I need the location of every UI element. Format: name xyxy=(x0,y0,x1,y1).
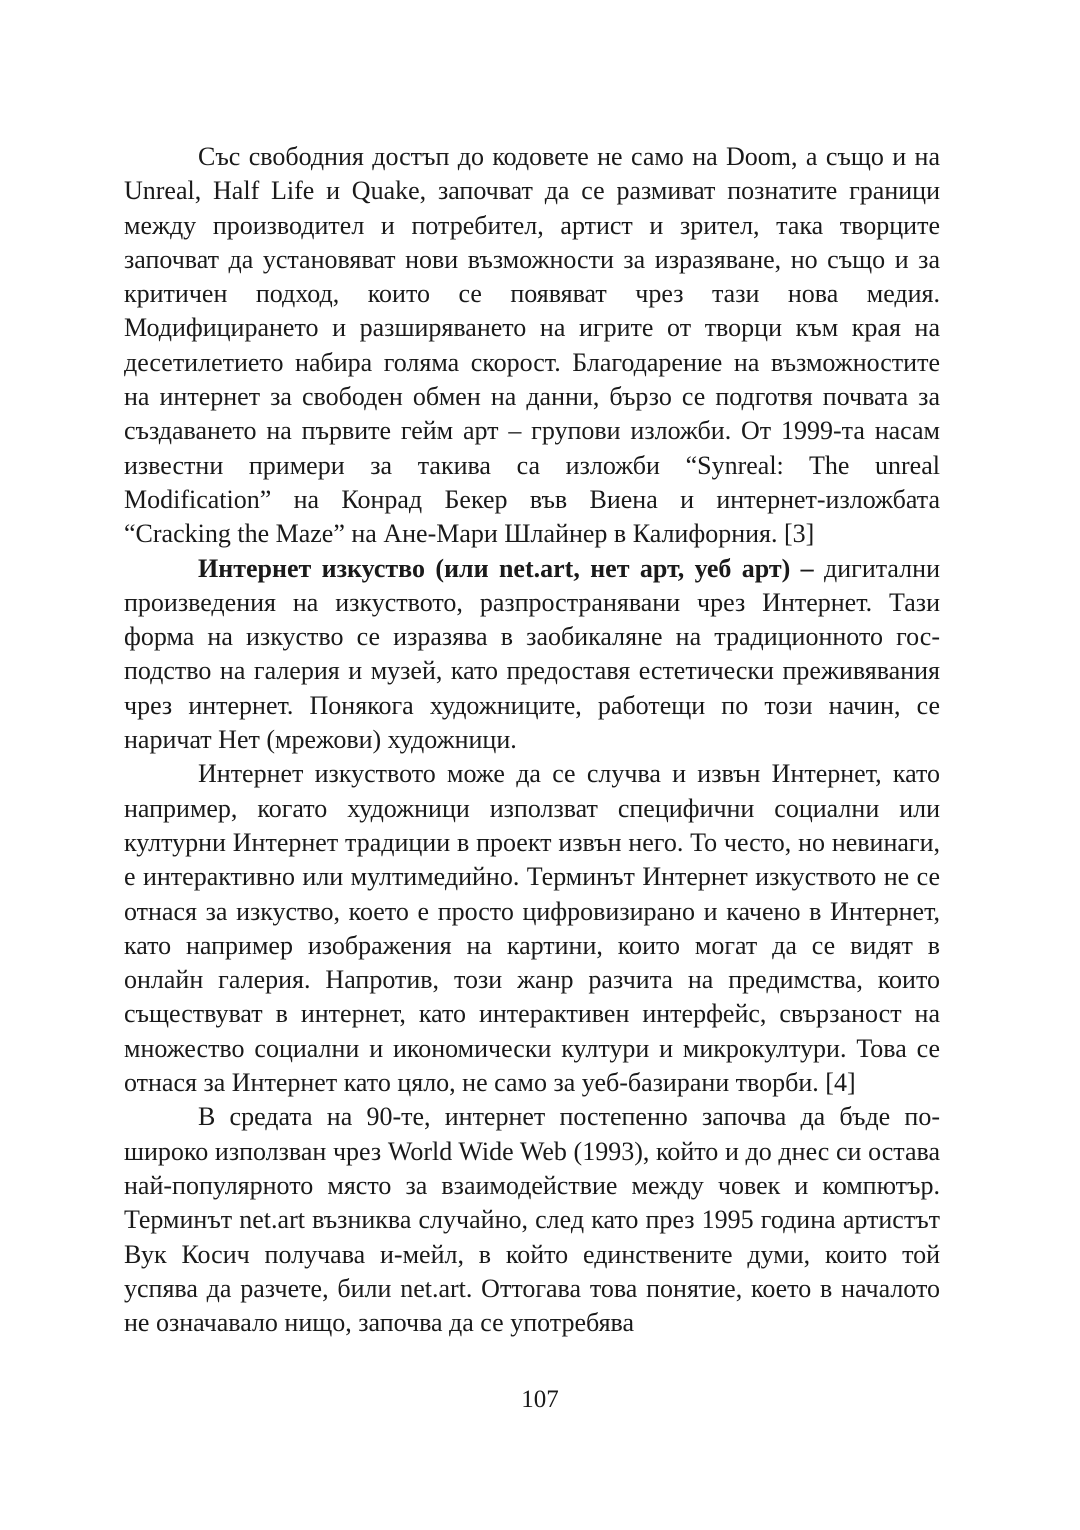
definition-term: Интернет изкуство (или net.art, нет арт, уеб арт) – xyxy=(198,553,814,583)
paragraph-text: Със свободния достъп до кодовете не само на Doom, а също и на Unreal, Half Life и Quake, започват да се размиват познатите граници между производител и потребител, артист и зрител, така творците започват да установяват нови възможности за изразяване, но също и за критичен подход, които се появяват чрез тази нова медия. Модифицирането и разширяването на игрите от творци към края на десетилетието набира голяма скорост. Благодарение на възможностите на интернет за свободен обмен на данни, бързо се подготвя почвата за създаването на първите гейм арт – групови изложби. От 1999-та насам известни примери за такива са изложби “Synreal: The unreal Modification” на Конрад Бекер във Виена и интернет-изложбата “Cracking the Maze” на Ане-Мари Шлайнер в Калифорния. [3] xyxy=(124,142,940,549)
paragraph-text: В средата на 90-те, интернет постепенно започва да бъде по-широко използван чрез World Wide Web (1993), който и до днес си остава най-популярното място за взаимодействие между човек и компютър. Терминът net.art възниква случайно, след като през 1995 година артистът Вук Косич получава и-мейл, в който единствените думи, които той успява да разчете, били net.art. Оттогава това понятие, което в началото не означавало нищо, започва да се употребява xyxy=(124,1102,940,1338)
paragraph-text: дигитални произведения на изкуството, разпространявани чрез Интернет. Тази форма на изкуство се изразява в заобикаляне на традиционното господство на галерия и музей, като предоставя естетически преживявания чрез интернет. Понякога художниците, работещи по този начин, се наричат Нет (мрежови) художници. xyxy=(124,553,940,755)
paragraph-net-art-origin xyxy=(124,1100,940,1340)
paragraph-internet-art-definition xyxy=(124,552,940,758)
page-body xyxy=(124,140,940,1340)
page-number: 107 xyxy=(521,1386,559,1413)
paragraph-internet-art-scope xyxy=(124,757,940,1100)
paragraph-text: Интернет изкуството може да се случва и извън Интернет, като например, когато художници използват специфични социални или културни Интернет традиции в проект извън него. То често, но невинаги, е интерактивно или мултимедийно. Терминът Интернет изкуството не се отнася за изкуство, което е просто цифровизирано и качено в Интернет, като например изображения на картини, които могат да се видят в онлайн галерия. Напротив, този жанр разчита на предимства, които съществуват в интернет, като интерактивен интерфейс, свързаност на множество социални и икономически култури и микрокултури. Това се отнася за Интернет като цяло, не само за уеб-базирани творби. [4] xyxy=(124,759,940,1098)
paragraph-game-art xyxy=(124,140,940,552)
